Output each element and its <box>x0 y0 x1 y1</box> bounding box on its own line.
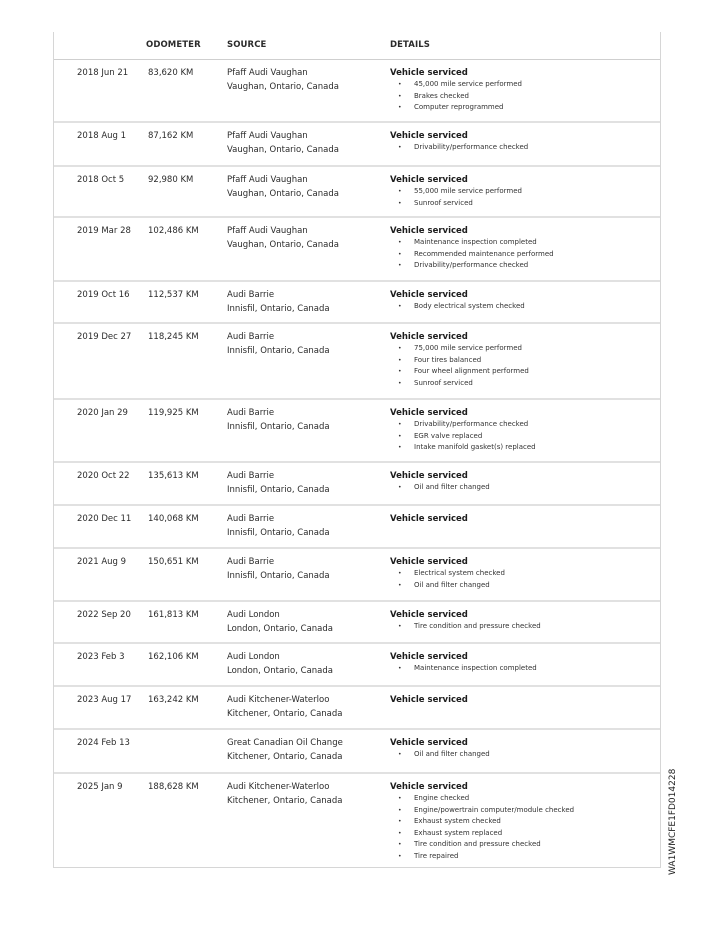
record-details <box>390 66 522 114</box>
record-source <box>227 469 330 497</box>
details-list-item: • Sunroof serviced <box>390 198 522 210</box>
record-odometer: 150,651 KM <box>148 557 199 567</box>
source-location: Vaughan, Ontario, Canada <box>227 240 339 250</box>
record-date: 2019 Mar 28 <box>77 226 131 236</box>
details-list-item: • Brakes checked <box>390 91 522 103</box>
record-date: 2020 Jan 29 <box>77 408 128 418</box>
record-details <box>390 173 522 209</box>
record-odometer: 188,628 KM <box>148 782 199 792</box>
details-list <box>390 79 522 114</box>
vehicle-history-table <box>53 32 661 868</box>
side-vin-label: WA1WMCFE1FD014228 <box>668 768 678 875</box>
record-odometer: 140,068 KM <box>148 514 199 524</box>
record-date: 2018 Aug 1 <box>77 131 127 141</box>
record-date: 2021 Aug 9 <box>77 557 127 567</box>
table-row <box>54 463 660 506</box>
details-title: Vehicle serviced <box>390 408 468 418</box>
table-row <box>54 123 660 167</box>
record-date: 2019 Oct 16 <box>77 290 130 300</box>
record-details <box>390 406 536 454</box>
record-source <box>227 608 333 636</box>
source-name: Audi London <box>227 652 280 662</box>
record-date: 2018 Oct 5 <box>77 175 125 185</box>
record-odometer: 112,537 KM <box>148 290 199 300</box>
table-header <box>54 32 660 60</box>
record-date: 2025 Jan 9 <box>77 782 123 792</box>
source-name: Great Canadian Oil Change <box>227 738 343 748</box>
source-location: London, Ontario, Canada <box>227 666 333 676</box>
table-row <box>54 730 660 774</box>
details-list-item: • EGR valve replaced <box>390 431 536 443</box>
record-details <box>390 288 525 313</box>
table-row <box>54 400 660 463</box>
details-list-item: • Body electrical system checked <box>390 301 525 313</box>
details-list-item: • Drivability/performance checked <box>390 142 528 154</box>
details-list-item: • Tire condition and pressure checked <box>390 621 541 633</box>
details-column-header: DETAILS <box>390 40 430 50</box>
source-location: Innisfil, Ontario, Canada <box>227 422 330 432</box>
details-list-item: • Four tires balanced <box>390 355 529 367</box>
record-details <box>390 736 490 761</box>
details-list-item: • 45,000 mile service performed <box>390 79 522 91</box>
record-details <box>390 780 574 862</box>
details-list-item: • Exhaust system checked <box>390 816 574 828</box>
table-row <box>54 282 660 324</box>
record-details <box>390 693 468 707</box>
source-name: Pfaff Audi Vaughan <box>227 68 308 78</box>
record-source <box>227 330 330 358</box>
record-details <box>390 555 505 591</box>
source-location: Innisfil, Ontario, Canada <box>227 304 330 314</box>
table-row <box>54 324 660 400</box>
record-source <box>227 173 339 201</box>
details-list <box>390 482 490 494</box>
source-location: Innisfil, Ontario, Canada <box>227 571 330 581</box>
record-details <box>390 512 468 526</box>
record-source <box>227 512 330 540</box>
table-row <box>54 506 660 549</box>
details-list-item: • Intake manifold gasket(s) replaced <box>390 442 536 454</box>
details-title: Vehicle serviced <box>390 68 468 78</box>
details-title: Vehicle serviced <box>390 738 468 748</box>
record-odometer: 118,245 KM <box>148 332 199 342</box>
details-list <box>390 749 490 761</box>
record-odometer: 102,486 KM <box>148 226 199 236</box>
details-list-item: • Drivability/performance checked <box>390 260 554 272</box>
record-odometer: 163,242 KM <box>148 695 199 705</box>
record-date: 2018 Jun 21 <box>77 68 129 78</box>
details-list <box>390 186 522 209</box>
source-location: Innisfil, Ontario, Canada <box>227 528 330 538</box>
details-title: Vehicle serviced <box>390 610 468 620</box>
details-list <box>390 793 574 862</box>
table-row <box>54 687 660 730</box>
record-source <box>227 736 343 764</box>
details-title: Vehicle serviced <box>390 557 468 567</box>
table-row <box>54 167 660 218</box>
details-list-item: • Engine checked <box>390 793 574 805</box>
record-date: 2022 Sep 20 <box>77 610 131 620</box>
record-source <box>227 129 339 157</box>
details-title: Vehicle serviced <box>390 514 468 524</box>
details-list <box>390 237 554 272</box>
record-odometer: 161,813 KM <box>148 610 199 620</box>
details-list <box>390 343 529 389</box>
details-list-item: • Exhaust system replaced <box>390 828 574 840</box>
details-list <box>390 568 505 591</box>
record-source <box>227 693 343 721</box>
details-list <box>390 621 541 633</box>
details-list-item: • Oil and filter changed <box>390 482 490 494</box>
table-row <box>54 602 660 644</box>
record-details <box>390 330 529 389</box>
table-row <box>54 60 660 123</box>
table-row <box>54 218 660 282</box>
source-location: Vaughan, Ontario, Canada <box>227 82 339 92</box>
details-list-item: • Tire condition and pressure checked <box>390 839 574 851</box>
details-title: Vehicle serviced <box>390 782 468 792</box>
record-source <box>227 650 333 678</box>
details-list-item: • Oil and filter changed <box>390 580 505 592</box>
source-name: Audi Kitchener-Waterloo <box>227 782 330 792</box>
record-date: 2020 Oct 22 <box>77 471 130 481</box>
details-list-item: • Computer reprogrammed <box>390 102 522 114</box>
details-list-item: • 55,000 mile service performed <box>390 186 522 198</box>
source-name: Pfaff Audi Vaughan <box>227 131 308 141</box>
record-source <box>227 406 330 434</box>
record-details <box>390 129 528 154</box>
record-details <box>390 469 490 494</box>
source-name: Audi Kitchener-Waterloo <box>227 695 330 705</box>
source-name: Audi Barrie <box>227 290 275 300</box>
record-odometer: 162,106 KM <box>148 652 199 662</box>
table-row <box>54 549 660 602</box>
details-title: Vehicle serviced <box>390 131 468 141</box>
source-name: Audi Barrie <box>227 408 275 418</box>
details-list <box>390 301 525 313</box>
record-date: 2019 Dec 27 <box>77 332 132 342</box>
record-source <box>227 224 339 252</box>
details-title: Vehicle serviced <box>390 471 468 481</box>
details-title: Vehicle serviced <box>390 695 468 705</box>
record-details <box>390 650 537 675</box>
record-source <box>227 66 339 94</box>
record-source <box>227 555 330 583</box>
table-row <box>54 644 660 687</box>
source-location: Kitchener, Ontario, Canada <box>227 796 343 806</box>
source-location: Vaughan, Ontario, Canada <box>227 189 339 199</box>
record-odometer: 87,162 KM <box>148 131 194 141</box>
source-location: Innisfil, Ontario, Canada <box>227 485 330 495</box>
record-odometer: 135,613 KM <box>148 471 199 481</box>
record-details <box>390 224 554 272</box>
source-location: London, Ontario, Canada <box>227 624 333 634</box>
source-name: Audi Barrie <box>227 471 275 481</box>
source-name: Pfaff Audi Vaughan <box>227 175 308 185</box>
record-odometer: 92,980 KM <box>148 175 194 185</box>
details-list-item: • 75,000 mile service performed <box>390 343 529 355</box>
table-row <box>54 774 660 868</box>
source-location: Kitchener, Ontario, Canada <box>227 752 343 762</box>
source-name: Pfaff Audi Vaughan <box>227 226 308 236</box>
details-list-item: • Maintenance inspection completed <box>390 237 554 249</box>
details-list-item: • Four wheel alignment performed <box>390 366 529 378</box>
record-source <box>227 288 330 316</box>
source-name: Audi Barrie <box>227 557 275 567</box>
details-list-item: • Maintenance inspection completed <box>390 663 537 675</box>
odometer-column-header: ODOMETER <box>146 40 201 50</box>
record-date: 2020 Dec 11 <box>77 514 132 524</box>
details-list-item: • Recommended maintenance performed <box>390 249 554 261</box>
details-list <box>390 663 537 675</box>
details-list-item: • Electrical system checked <box>390 568 505 580</box>
record-odometer: 119,925 KM <box>148 408 199 418</box>
record-source <box>227 780 343 808</box>
details-title: Vehicle serviced <box>390 226 468 236</box>
source-location: Vaughan, Ontario, Canada <box>227 145 339 155</box>
record-date: 2023 Aug 17 <box>77 695 132 705</box>
source-name: Audi Barrie <box>227 332 275 342</box>
record-odometer: 83,620 KM <box>148 68 194 78</box>
details-list <box>390 419 536 454</box>
details-title: Vehicle serviced <box>390 175 468 185</box>
details-title: Vehicle serviced <box>390 290 468 300</box>
details-list-item: • Sunroof serviced <box>390 378 529 390</box>
details-title: Vehicle serviced <box>390 652 468 662</box>
details-list-item: • Drivability/performance checked <box>390 419 536 431</box>
source-location: Innisfil, Ontario, Canada <box>227 346 330 356</box>
record-date: 2023 Feb 3 <box>77 652 125 662</box>
details-list-item: • Engine/powertrain computer/module checked <box>390 805 574 817</box>
source-location: Kitchener, Ontario, Canada <box>227 709 343 719</box>
details-title: Vehicle serviced <box>390 332 468 342</box>
source-name: Audi London <box>227 610 280 620</box>
record-date: 2024 Feb 13 <box>77 738 130 748</box>
source-column-header: SOURCE <box>227 40 267 50</box>
record-details <box>390 608 541 633</box>
details-list-item: • Oil and filter changed <box>390 749 490 761</box>
details-list <box>390 142 528 154</box>
details-list-item: • Tire repaired <box>390 851 574 863</box>
source-name: Audi Barrie <box>227 514 275 524</box>
